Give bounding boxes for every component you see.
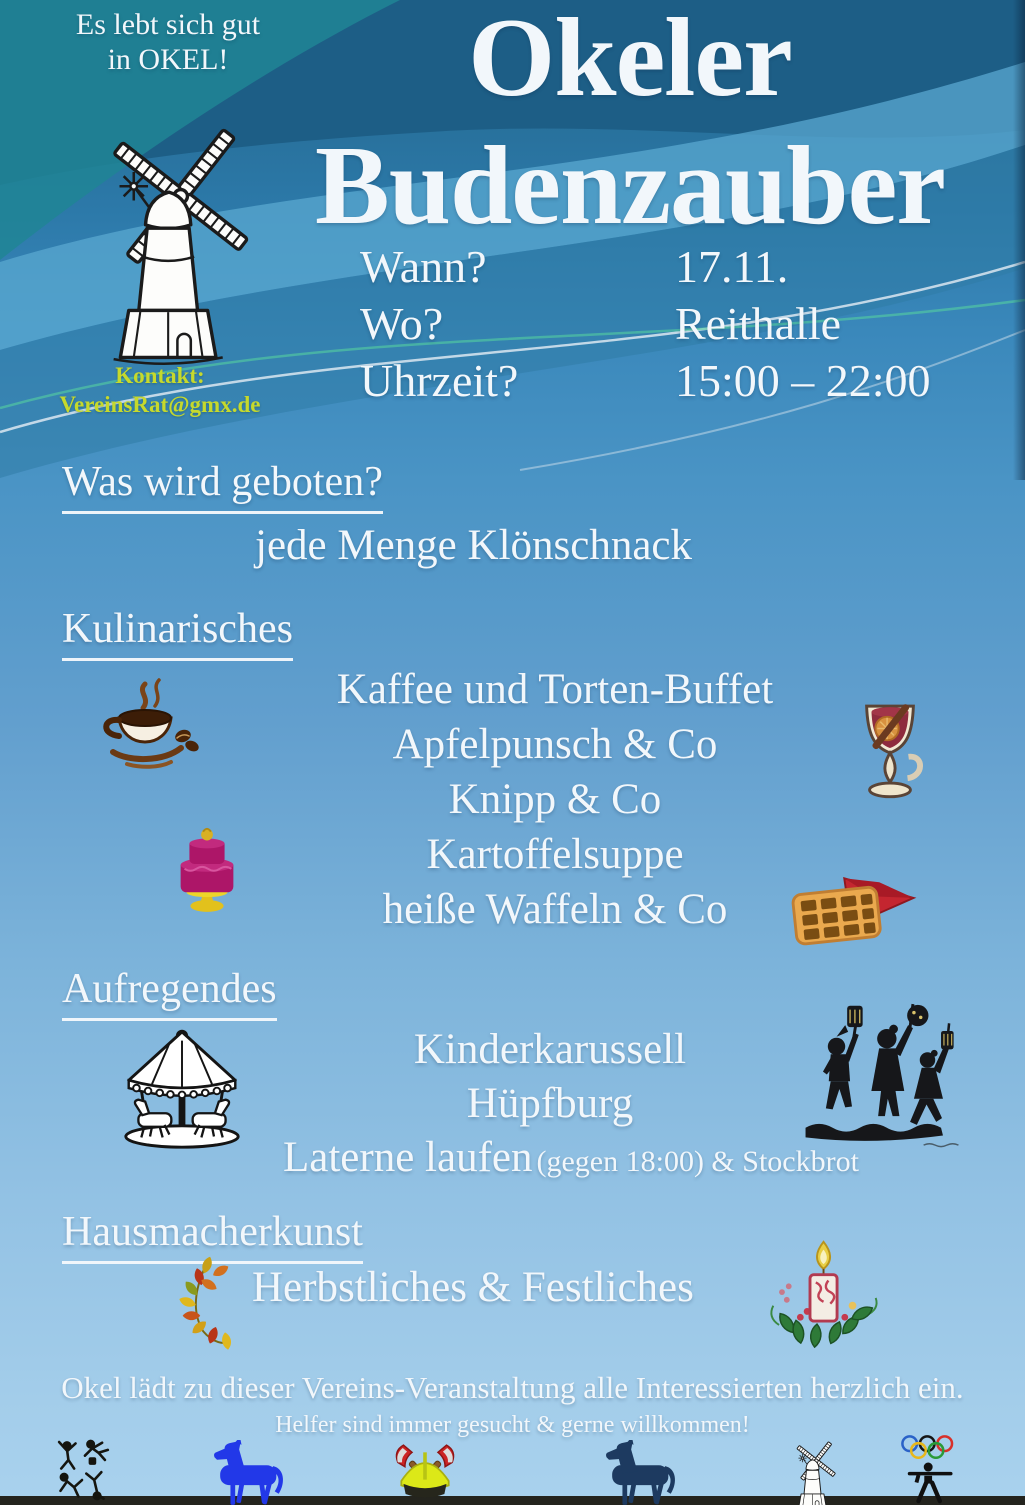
autumn-leaves-icon	[170, 1255, 248, 1353]
section-exciting-heading: Aufregendes	[62, 965, 277, 1021]
navy-horse-icon	[598, 1440, 688, 1505]
lantern-line-main: Laterne laufen	[283, 1134, 533, 1181]
exciting-item: Kinderkarussell	[413, 1026, 687, 1073]
culinary-item: Kaffee und Torten-Buffet	[336, 666, 774, 713]
exciting-item: Hüpfburg	[466, 1080, 634, 1127]
cake-icon	[165, 810, 249, 914]
detail-value: 15:00 – 22:00	[675, 355, 931, 406]
culinary-item: Apfelpunsch & Co	[392, 721, 718, 768]
olympic-shooter-icon	[895, 1432, 975, 1504]
detail-label: Wo?	[360, 298, 444, 349]
lantern-line	[283, 1130, 859, 1185]
contact-email: VereinsRat@gmx.de	[59, 391, 261, 417]
culinary-item: Knipp & Co	[448, 776, 662, 823]
windmill-logo	[70, 80, 242, 368]
offer-line: jede Menge Klönschnack	[255, 522, 693, 569]
section-offer-heading: Was wird geboten?	[62, 458, 383, 514]
lantern-children-icon	[798, 1000, 966, 1150]
section-crafts-heading: Hausmacherkunst	[62, 1208, 363, 1264]
detail-value: Reithalle	[675, 298, 842, 349]
fire-helmet-icon	[380, 1438, 470, 1504]
culinary-item: heiße Waffeln & Co	[382, 886, 728, 933]
contact-label: Kontakt:	[115, 363, 205, 388]
coffee-cup-icon	[88, 676, 210, 776]
footer-helpers: Helfer sind immer gesucht & gerne willkommen!	[275, 1412, 750, 1438]
lantern-line-detail: (gegen 18:00) & Stockbrot	[536, 1145, 859, 1178]
carousel-icon	[108, 1028, 256, 1152]
slogan-line2: in OKEL!	[107, 42, 229, 76]
windmill-small-icon	[770, 1430, 848, 1505]
section-culinary-heading: Kulinarisches	[62, 605, 293, 661]
detail-label: Uhrzeit?	[360, 355, 519, 406]
punch-glass-icon	[852, 692, 928, 804]
contact-block	[20, 362, 300, 420]
blue-horse-icon	[208, 1440, 294, 1505]
waffle-icon	[786, 856, 930, 942]
culinary-item: Kartoffelsuppe	[426, 831, 684, 878]
poster-title-line2: Budenzauber	[315, 124, 945, 248]
poster-title-line1: Okeler	[468, 0, 792, 120]
detail-value: 17.11.	[675, 241, 789, 292]
slogan-line1: Es lebt sich gut	[75, 8, 261, 41]
acrobats-icon	[35, 1437, 147, 1503]
footer-invitation: Okel lädt zu dieser Vereins-Veranstaltung alle Interessierten herzlich ein.	[61, 1370, 964, 1405]
crafts-line: Herbstliches & Festliches	[252, 1264, 694, 1311]
candle-icon	[752, 1236, 897, 1354]
detail-label: Wann?	[360, 241, 487, 292]
